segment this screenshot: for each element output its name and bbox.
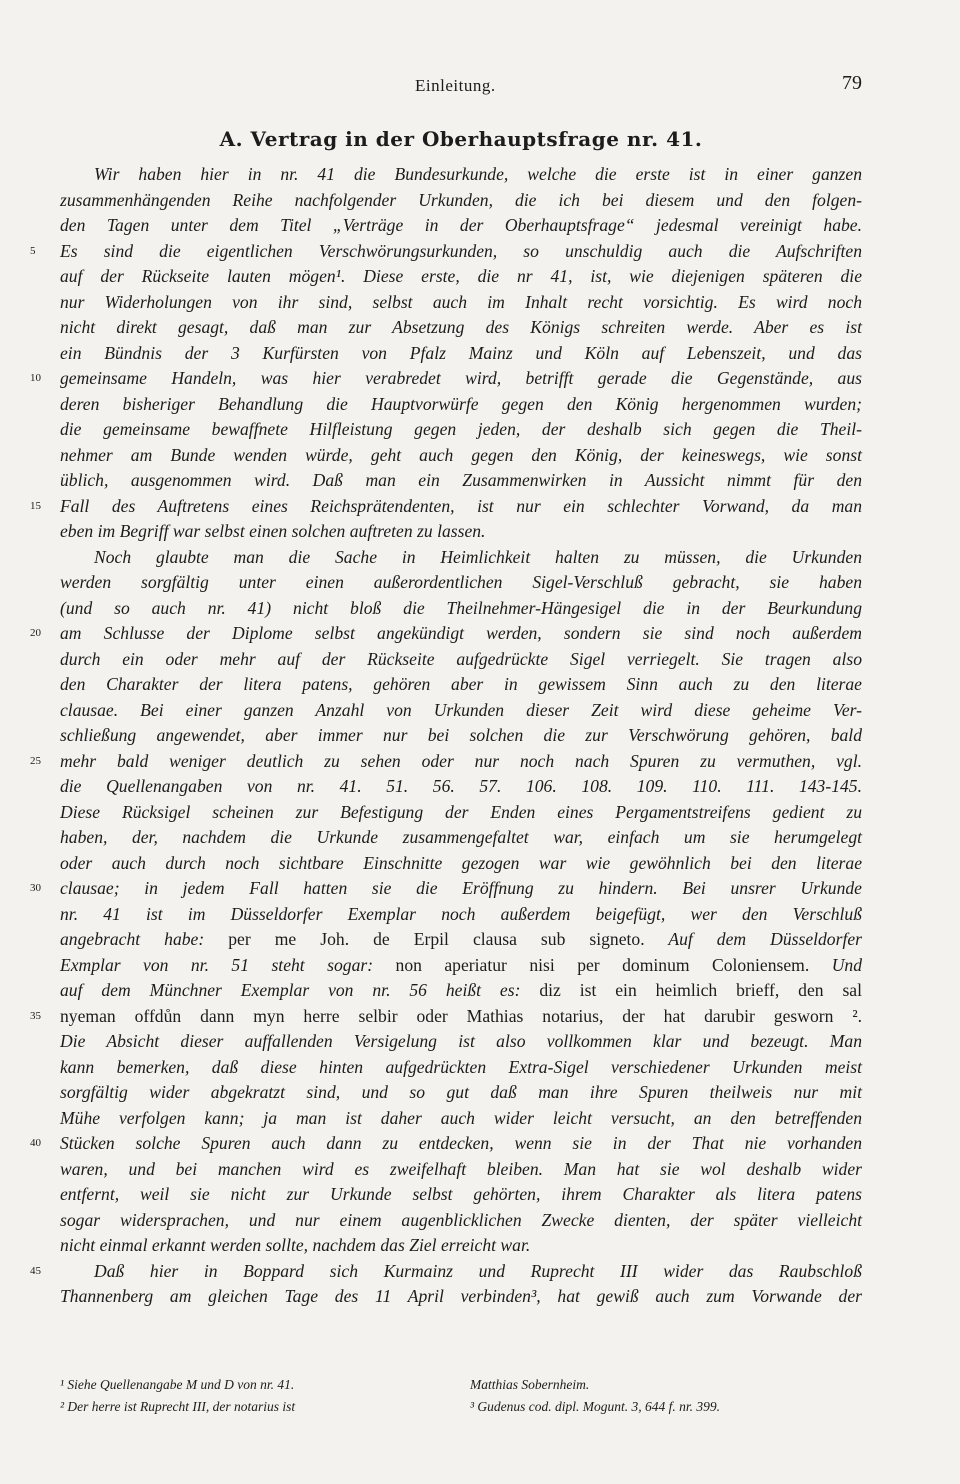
line-number: 30 [30, 882, 41, 894]
text-line [60, 953, 862, 979]
text-segment: mehr bald weniger deutlich zu sehen oder nur noch nach Spuren zu vermuthen, vgl. [60, 750, 862, 771]
text-line [60, 825, 862, 851]
text-segment: Stücken solche Spuren auch dann zu entdecken, wenn sie in der That nie vorhanden [60, 1133, 862, 1153]
text-segment: deren bisheriger Behandlung die Hauptvorwürfe gegen den König hergenommen wurden; [60, 393, 862, 414]
text-segment: auf der Rückseite lauten mögen¹. Diese erste, die nr 41, ist, wie diejenigen späteren die [60, 266, 862, 286]
text-line [60, 570, 862, 596]
text-segment: haben, der, nachdem die Urkunde zusammengefaltet war, einfach um sie herumgelegt [60, 827, 862, 847]
text-line [60, 1284, 862, 1310]
text-segment: sorgfältig wider abgekratzt sind, und so gut daß man ihre Spuren theilweis nur mit [60, 1082, 862, 1102]
text-segment: Exmplar von nr. 51 steht sogar: [60, 954, 396, 975]
page-number: 79 [842, 72, 862, 94]
line-number: 5 [30, 244, 36, 257]
footnote-row [60, 1374, 862, 1396]
text-segment: durch ein oder mehr auf der Rückseite aufgedrückte Sigel verriegelt. Sie tragen also [60, 648, 862, 669]
text-line [60, 341, 862, 367]
text-segment: eben im Begriff war selbst einen solchen auftreten zu lassen. [60, 521, 486, 541]
latin-quote: per me Joh. de Erpil clausa sub signeto. [228, 929, 645, 949]
text-line [30, 239, 862, 265]
text-line [30, 1131, 862, 1157]
text-segment: kann bemerken, daß diese hinten aufgedrückten Extra-Sigel verschiedener Urkunden meist [60, 1056, 862, 1077]
text-line [60, 264, 862, 290]
text-line [60, 468, 862, 494]
text-line [60, 417, 862, 443]
text-segment: Noch glaubte man die Sache in Heimlichkeit halten zu müssen, die Urkunden [94, 546, 862, 567]
line-number: 45 [30, 1264, 41, 1277]
text-segment: clausae; in jedem Fall hatten sie die Eröffnung zu hindern. Bei unsrer Urkunde [60, 878, 862, 898]
text-segment: auf dem Münchner Exemplar von nr. 56 heißt es: [60, 980, 540, 1000]
running-head [60, 72, 862, 98]
text-segment: clausae. Bei einer ganzen Anzahl von Urkunden dieser Zeit wird diese geheime Ver- [60, 699, 862, 720]
text-line [60, 1182, 862, 1208]
text-line [60, 978, 862, 1004]
text-segment: den Tagen unter dem Titel „Verträge in der Oberhauptsfrage“ jedesmal vereinigt habe. [60, 215, 862, 235]
text-line [60, 596, 862, 622]
text-line [60, 1055, 862, 1081]
text-segment: gemeinsame Handeln, was hier verabredet wird, betrifft gerade die Gegenstände, aus [60, 368, 862, 388]
text-segment: werden sorgfältig unter einen außerordentlichen Sigel-Verschluß gebracht, sie haben [60, 572, 862, 592]
text-line [60, 672, 862, 698]
text-line [60, 1029, 862, 1055]
text-segment: nr. 41 ist im Düsseldorfer Exemplar noch außerdem beigefügt, wer den Verschluß [60, 903, 862, 924]
text-line [60, 315, 862, 341]
text-line [30, 366, 862, 392]
text-line [60, 647, 862, 673]
text-line [60, 723, 862, 749]
text-segment: am Schlusse der Diplome selbst angekündigt werden, sondern sie sind noch außerdem [60, 623, 862, 643]
text-line [30, 494, 862, 520]
latin-quote: nyeman offdůn dann myn herre selbir oder Mathias notarius, der hat darubir gesworn ². [60, 1005, 862, 1026]
text-segment: schließung angewendet, aber immer nur bei solchen die zur Verschwörung gehören, bald [60, 725, 862, 745]
text-segment: zusammenhängenden Reihe nachfolgender Urkunden, die ich bei diesem und den folgen- [60, 189, 862, 210]
text-segment: waren, und bei manchen wird es zweifelhaft bleiben. Man hat sie wol deshalb wider [60, 1158, 862, 1179]
text-line [60, 1080, 862, 1106]
text-line [60, 698, 862, 724]
footnotes [60, 1374, 862, 1418]
latin-quote: diz ist ein heimlich brieff, den sal [539, 980, 862, 1000]
text-segment: ein Bündnis der 3 Kurfürsten von Pfalz Mainz und Köln auf Lebenszeit, und das [60, 342, 862, 363]
text-segment: nicht direkt gesagt, daß man zur Absetzung des Königs schreiten werde. Aber es ist [60, 317, 862, 337]
text-segment: angebracht habe: [60, 929, 229, 949]
text-line [60, 290, 862, 316]
running-title: Einleitung. [415, 76, 496, 95]
text-segment: Es sind die eigentlichen Verschwörungsurkunden, so unschuldig auch die Aufschriften [60, 240, 862, 261]
text-segment: Wir haben hier in nr. 41 die Bundesurkunde, welche die erste ist in einer ganzen [94, 164, 862, 184]
text-segment: Fall des Auftretens eines Reichsprätendenten, ist nur ein schlechter Vorwand, da man [60, 495, 862, 516]
text-segment: Auf dem Düsseldorfer [644, 929, 862, 949]
section-heading: A. Vertrag in der Oberhauptsfrage nr. 41. [219, 127, 703, 151]
text-line [60, 519, 862, 545]
text-segment: Thannenberg am gleichen Tage des 11 April verbinden³, hat gewiß auch zum Vorwande der [60, 1286, 862, 1306]
footnote-2: ² Der herre ist Ruprecht III, der notarius ist [60, 1399, 296, 1414]
latin-quote: non aperiatur nisi per dominum Coloniensem. [395, 954, 810, 975]
line-number: 20 [30, 627, 41, 639]
text-segment: Mühe verfolgen kann; ja man ist daher auch wider leicht versucht, an den betreffenden [60, 1107, 862, 1128]
text-segment: oder auch durch noch sichtbare Einschnitte gezogen war wie gewöhnlich bei den literae [60, 852, 862, 873]
text-segment: Und [809, 954, 862, 975]
text-segment: nehmer am Bunde wenden würde, geht auch gegen den König, der keineswegs, wie sonst [60, 444, 862, 465]
text-segment: sogar widersprachen, und nur einem augenblicklichen Zwecke dienten, der später vielleicht [60, 1209, 862, 1230]
text-line [30, 1259, 862, 1285]
text-line [60, 800, 862, 826]
text-segment: nur Widerholungen von ihr sind, selbst auch im Inhalt recht vorsichtig. Es wird noch [60, 291, 862, 312]
text-line [60, 851, 862, 877]
text-line [60, 443, 862, 469]
text-segment: Daß hier in Boppard sich Kurmainz und Ruprecht III wider das Raubschloß [94, 1260, 862, 1281]
text-segment: Die Absicht dieser auffallenden Versigelung ist also vollkommen klar und bezeugt. Man [60, 1031, 862, 1051]
line-number: 15 [30, 499, 41, 512]
text-line [60, 213, 862, 239]
line-number: 35 [30, 1009, 41, 1022]
text-line [60, 1157, 862, 1183]
text-segment: Diese Rücksigel scheinen zur Befestigung der Enden eines Pergamentstreifens gedient zu [60, 801, 862, 822]
text-line [30, 876, 862, 902]
text-line [30, 749, 862, 775]
footnote-3: ³ Gudenus cod. dipl. Mogunt. 3, 644 f. nr. 399. [470, 1399, 721, 1414]
text-segment: (und so auch nr. 41) nicht bloß die Theilnehmer-Hängesigel die in der Beurkundung [60, 597, 862, 618]
line-number: 25 [30, 754, 41, 767]
footnote-2-continued: Matthias Sobernheim. [470, 1377, 590, 1392]
line-number: 10 [30, 372, 41, 384]
text-line [60, 188, 862, 214]
footnote-row [60, 1396, 862, 1418]
text-line [30, 1004, 862, 1030]
text-line [60, 162, 862, 188]
text-line [60, 902, 862, 928]
text-line [60, 774, 862, 800]
text-line [60, 927, 862, 953]
text-segment: die Quellenangaben von nr. 41. 51. 56. 57. 106. 108. 109. 110. 111. 143-145. [60, 776, 862, 796]
footnote-1: ¹ Siehe Quellenangabe M und D von nr. 41. [60, 1377, 295, 1392]
text-line [60, 1233, 862, 1259]
body-text [30, 162, 862, 1310]
text-line [60, 545, 862, 571]
line-number: 40 [30, 1137, 41, 1149]
text-line [60, 392, 862, 418]
text-segment: nicht einmal erkannt werden sollte, nachdem das Ziel erreicht war. [60, 1235, 531, 1255]
text-line [30, 621, 862, 647]
text-segment: den Charakter der litera patens, gehören aber in gewissem Sinn auch zu den literae [60, 674, 862, 694]
text-line [60, 1208, 862, 1234]
text-segment: entfernt, weil sie nicht zur Urkunde selbst gehörten, ihrem Charakter als litera patens [60, 1184, 862, 1204]
text-segment: üblich, ausgenommen wird. Daß man ein Zusammenwirken in Aussicht nimmt für den [60, 470, 862, 490]
text-segment: die gemeinsame bewaffnete Hilfleistung gegen jeden, der deshalb sich gegen die Theil- [60, 419, 862, 439]
text-line [60, 1106, 862, 1132]
